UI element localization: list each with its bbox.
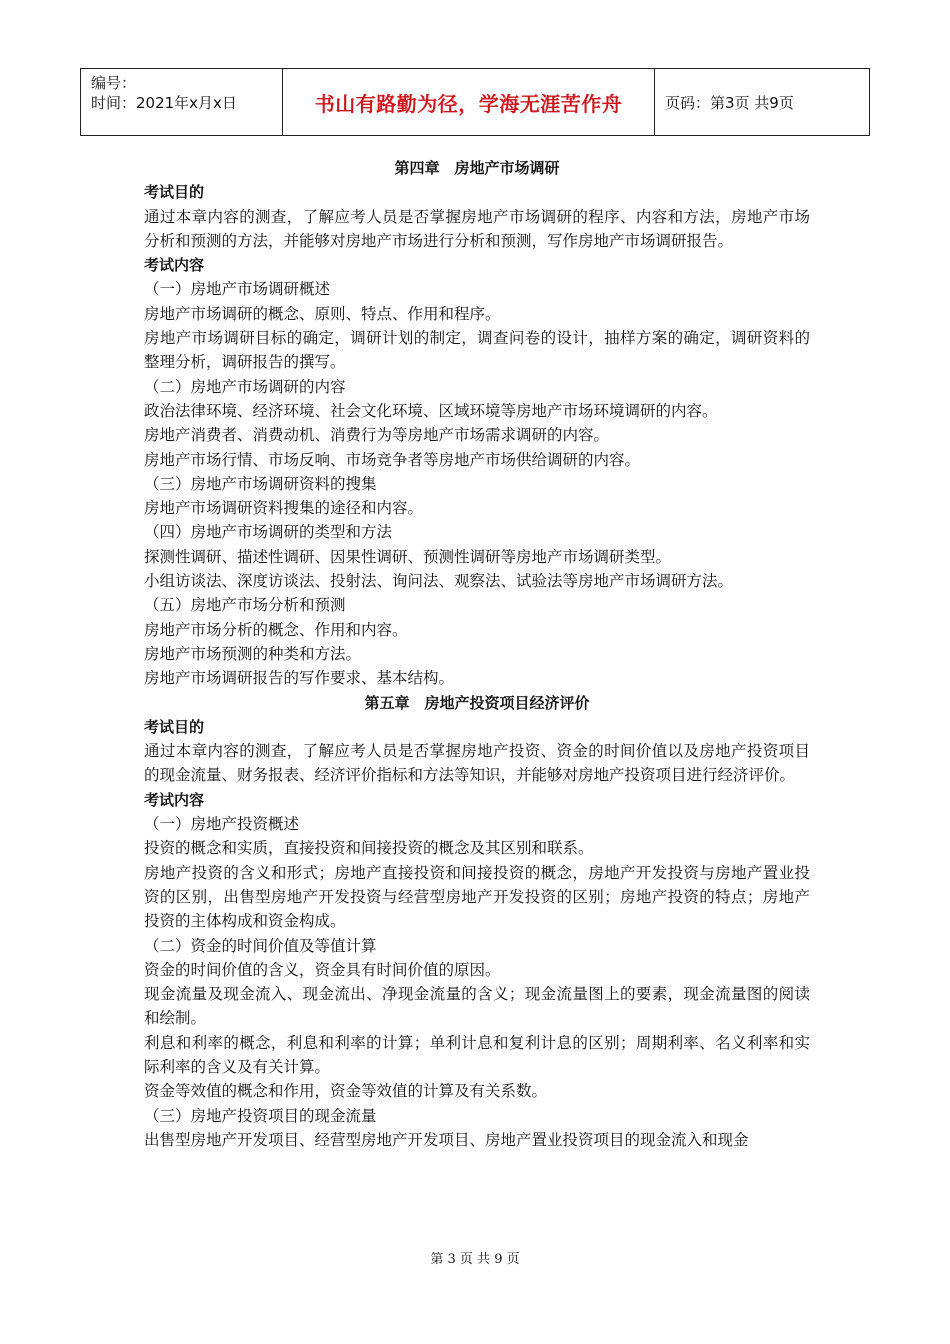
ch4-paragraph: 房地产市场调研目标的确定，调研计划的制定，调查问卷的设计，抽样方案的确定，调研资料的整理分析，调研报告的撰写。 <box>144 329 810 372</box>
ch4-paragraph: 探测性调研、描述性调研、因果性调研、预测性调研等房地产市场调研类型。 <box>144 547 672 566</box>
document-time-label: 时间：2021年x月x日 <box>91 94 237 112</box>
ch5-paragraph: 投资的概念和实质，直接投资和间接投资的概念及其区别和联系。 <box>144 839 594 858</box>
ch5-section-2: （二）资金的时间价值及等值计算 <box>144 936 377 955</box>
ch4-paragraph: 政治法律环境、经济环境、社会文化环境、区域环境等房地产市场环境调研的内容。 <box>144 401 718 420</box>
ch5-paragraph: 资金的时间价值的含义，资金具有时间价值的原因。 <box>144 960 501 979</box>
ch5-section-3: （三）房地产投资项目的现金流量 <box>144 1106 377 1125</box>
ch5-purpose-text: 通过本章内容的测查，了解应考人员是否掌握房地产投资、资金的时间价值以及房地产投资项目的现金流量、财务报表、经济评价指标和方法等知识，并能够对房地产投资项目进行经济评价。 <box>144 742 810 785</box>
ch5-paragraph: 资金等效值的概念和作用，资金等效值的计算及有关系数。 <box>144 1082 548 1101</box>
header-motto: 书山有路勤为径，学海无涯苦作舟 <box>283 69 655 135</box>
header-page-info: 页码：第3页 共9页 <box>665 93 794 112</box>
ch4-content-heading: 考试内容 <box>144 256 205 275</box>
document-number-label: 编号： <box>91 74 137 92</box>
chapter-5-title: 第五章 房地产投资项目经济评价 <box>364 693 590 712</box>
ch4-paragraph: 房地产市场调研的概念、原则、特点、作用和程序。 <box>144 304 501 323</box>
ch4-paragraph: 房地产市场分析的概念、作用和内容。 <box>144 620 408 639</box>
ch4-section-3: （三）房地产市场调研资料的搜集 <box>144 474 377 493</box>
page-footer: 第 3 页 共 9 页 <box>430 1252 520 1267</box>
ch5-paragraph: 房地产投资的含义和形式；房地产直接投资和间接投资的概念，房地产开发投资与房地产置业投资的区别，出售型房地产开发投资与经营型房地产开发投资的区别；房地产投资的特点；房地产投资的主体构成和资金构成。 <box>144 863 810 931</box>
ch4-paragraph: 小组访谈法、深度访谈法、投射法、询问法、观察法、试验法等房地产市场调研方法。 <box>144 572 734 591</box>
header-meta-cell <box>81 69 283 135</box>
document-body <box>144 156 810 1152</box>
ch4-paragraph: 房地产市场预测的种类和方法。 <box>144 644 362 663</box>
ch4-purpose-text: 通过本章内容的测查，了解应考人员是否掌握房地产市场调研的程序、内容和方法，房地产市场分析和预测的方法，并能够对房地产市场进行分析和预测，写作房地产市场调研报告。 <box>144 207 810 250</box>
ch4-paragraph: 房地产市场行情、市场反响、市场竞争者等房地产市场供给调研的内容。 <box>144 450 641 469</box>
ch5-purpose-heading: 考试目的 <box>144 717 205 736</box>
chapter-4-title: 第四章 房地产市场调研 <box>394 159 560 177</box>
ch5-section-1: （一）房地产投资概述 <box>144 815 300 834</box>
ch4-paragraph: 房地产消费者、消费动机、消费行为等房地产市场需求调研的内容。 <box>144 426 610 445</box>
ch4-section-2: （二）房地产市场调研的内容 <box>144 377 346 396</box>
ch5-content-heading: 考试内容 <box>144 790 205 809</box>
ch5-paragraph: 出售型房地产开发项目、经营型房地产开发项目、房地产置业投资项目的现金流入和现金 <box>144 1130 749 1149</box>
header-table <box>80 68 870 136</box>
ch4-paragraph: 房地产市场调研资料搜集的途径和内容。 <box>144 499 424 518</box>
ch5-paragraph: 现金流量及现金流入、现金流出、净现金流量的含义；现金流量图上的要素，现金流量图的阅读和绘制。 <box>144 985 810 1028</box>
ch4-paragraph: 房地产市场调研报告的写作要求、基本结构。 <box>144 669 455 688</box>
ch4-section-1: （一）房地产市场调研概述 <box>144 280 331 299</box>
ch4-section-5: （五）房地产市场分析和预测 <box>144 596 346 615</box>
ch4-purpose-heading: 考试目的 <box>144 183 205 202</box>
ch5-paragraph: 利息和利率的概念，利息和利率的计算；单利计息和复利计息的区别；周期利率、名义利率和实际利率的含义及有关计算。 <box>144 1033 810 1076</box>
ch4-section-4: （四）房地产市场调研的类型和方法 <box>144 523 393 542</box>
